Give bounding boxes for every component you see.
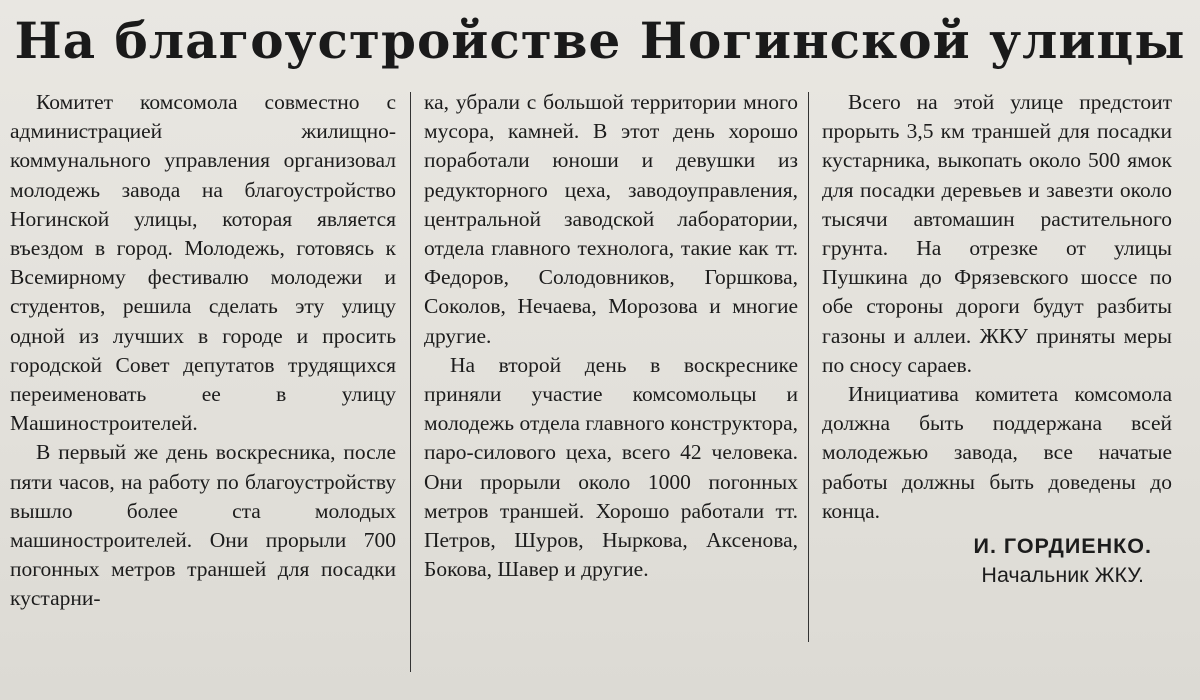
article-column-3 (822, 88, 1172, 590)
paragraph: Инициатива комитета комсомола должна быть поддержана всей молодежью завода, все начатые работы должны быть доведены до конца. (822, 382, 1172, 523)
paragraph: ка, убрали с большой территории много мусора, камней. В этот день хорошо поработали юноши и девушки из редукторного цеха, заводоуправления, центральной заводской лаборатории, отдела главного технолога, такие как тт. Федоров, Солодовников, Горшкова, Соколов, Нечаева, Морозова и многие другие. (424, 90, 798, 348)
author-name: И. ГОРДИЕНКО. (973, 534, 1152, 559)
paragraph: На второй день в воскреснике приняли участие комсомольцы и молодежь отдела главного конструктора, паро-силового цеха, всего 42 человека. Они прорыли около 1000 погонных метров траншей. Хорошо работали тт. Петров, Шуров, Ныркова, Аксенова, Бокова, Шавер и другие. (424, 352, 798, 582)
author-title: Начальник ЖКУ. (981, 563, 1144, 588)
paragraph: Всего на этой улице предстоит прорыть 3,5 км траншей для посадки кустарника, выкопать около 500 ямок для посадки деревьев и завезти около тысячи автомашин растительного грунта. На отрезке от улицы Пушкина до Фрязевского шоссе по обе стороны дороги будут разбиты газоны и аллеи. ЖКУ приняты меры по сносу сараев. (822, 90, 1172, 377)
column-divider (808, 92, 809, 642)
paragraph: Комитет комсомола совместно с администрацией жилищно-коммунального управления организовал молодежь завода на благоустройство Ногинской улицы, которая является въездом в город. Молодежь, готовясь к Всемирному фестивалю молодежи и студентов, решила сделать эту улицу одной из лучших в городе и просить городской Совет депутатов трудящихся переименовать ее в улицу Машиностроителей. (10, 90, 396, 436)
article-column-1 (10, 88, 396, 614)
article-headline: На благоустройстве Ногинской улицы (14, 11, 1186, 70)
paragraph: В первый же день воскресника, после пяти часов, на работу по благоустройству вышло более ста молодых машиностроителей. Они прорыли 700 погонных метров траншей для посадки кустарни- (10, 440, 396, 611)
article-column-2 (424, 88, 798, 584)
column-divider (410, 92, 411, 672)
